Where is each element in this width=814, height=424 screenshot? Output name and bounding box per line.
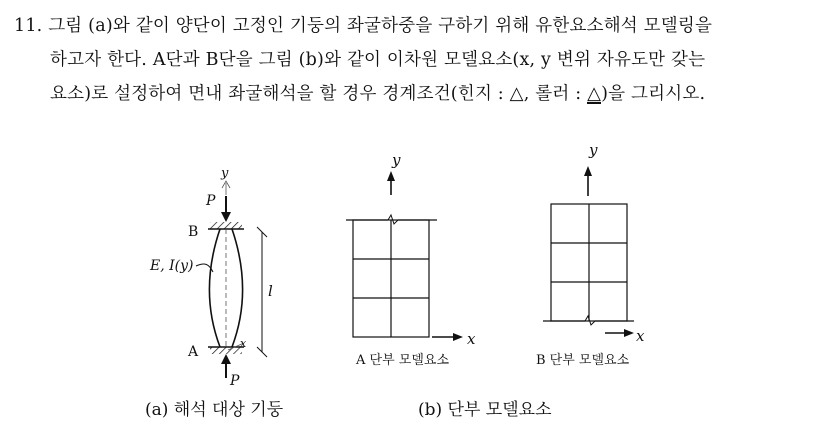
- column-y-label: y: [221, 166, 229, 181]
- column-end-a-label: A: [188, 344, 199, 360]
- column-property-label: E, I(y): [150, 258, 194, 274]
- column-bottom-support: [210, 347, 242, 354]
- problem-text-3a: 요소)로 설정하여 면내 좌굴해석을 할 경우 경계조건(힌지 :: [50, 84, 510, 104]
- column-load-bottom-arrowhead-icon: [221, 354, 231, 364]
- a-end-label: A 단부 모델요소: [356, 353, 450, 368]
- figure-a-column: [149, 166, 273, 389]
- figure-b-a-end-model: [346, 151, 476, 368]
- column-length-label: l: [268, 282, 273, 300]
- hinge-symbol-icon: △: [509, 83, 524, 104]
- figure-a-caption: (a) 해석 대상 기둥: [145, 400, 284, 420]
- b-end-x-arrowhead-icon: [624, 329, 634, 337]
- problem-text-3b: , 롤러 :: [523, 84, 588, 104]
- column-body: [210, 229, 221, 347]
- column-load-top-label: P: [206, 193, 216, 209]
- a-end-y-label: y: [392, 151, 401, 169]
- b-end-label: B 단부 모델요소: [536, 353, 630, 368]
- problem-number: 11.: [14, 16, 43, 36]
- column-load-bottom-label: P: [230, 373, 240, 389]
- a-end-y-arrowhead-icon: [387, 171, 395, 181]
- problem-text-1: 그림 (a)와 같이 양단이 고정인 기둥의 좌굴하중을 구하기 위해 유한요소해석 모델링을: [48, 16, 713, 36]
- column-x-label: x: [240, 337, 247, 350]
- a-end-x-arrowhead-icon: [453, 333, 463, 341]
- column-body: [232, 229, 243, 347]
- a-end-x-label: x: [467, 330, 476, 348]
- problem-text-3c: )을 그리시오.: [601, 84, 706, 104]
- b-end-y-label: y: [589, 141, 598, 159]
- column-end-b-label: B: [188, 224, 199, 240]
- figure-b-b-end-model: [536, 141, 645, 368]
- figure-b-caption: (b) 단부 모델요소: [418, 400, 552, 420]
- b-end-x-label: x: [636, 327, 645, 345]
- column-top-support: [210, 222, 242, 229]
- problem-line-2: 하고자 한다. A단과 B단을 그림 (b)와 같이 이차원 모델요소(x, y 변위 자유도만 갖는: [50, 50, 706, 70]
- roller-symbol-icon: △: [587, 83, 602, 104]
- column-load-top-arrowhead-icon: [221, 212, 231, 222]
- b-end-y-arrowhead-icon: [584, 166, 592, 176]
